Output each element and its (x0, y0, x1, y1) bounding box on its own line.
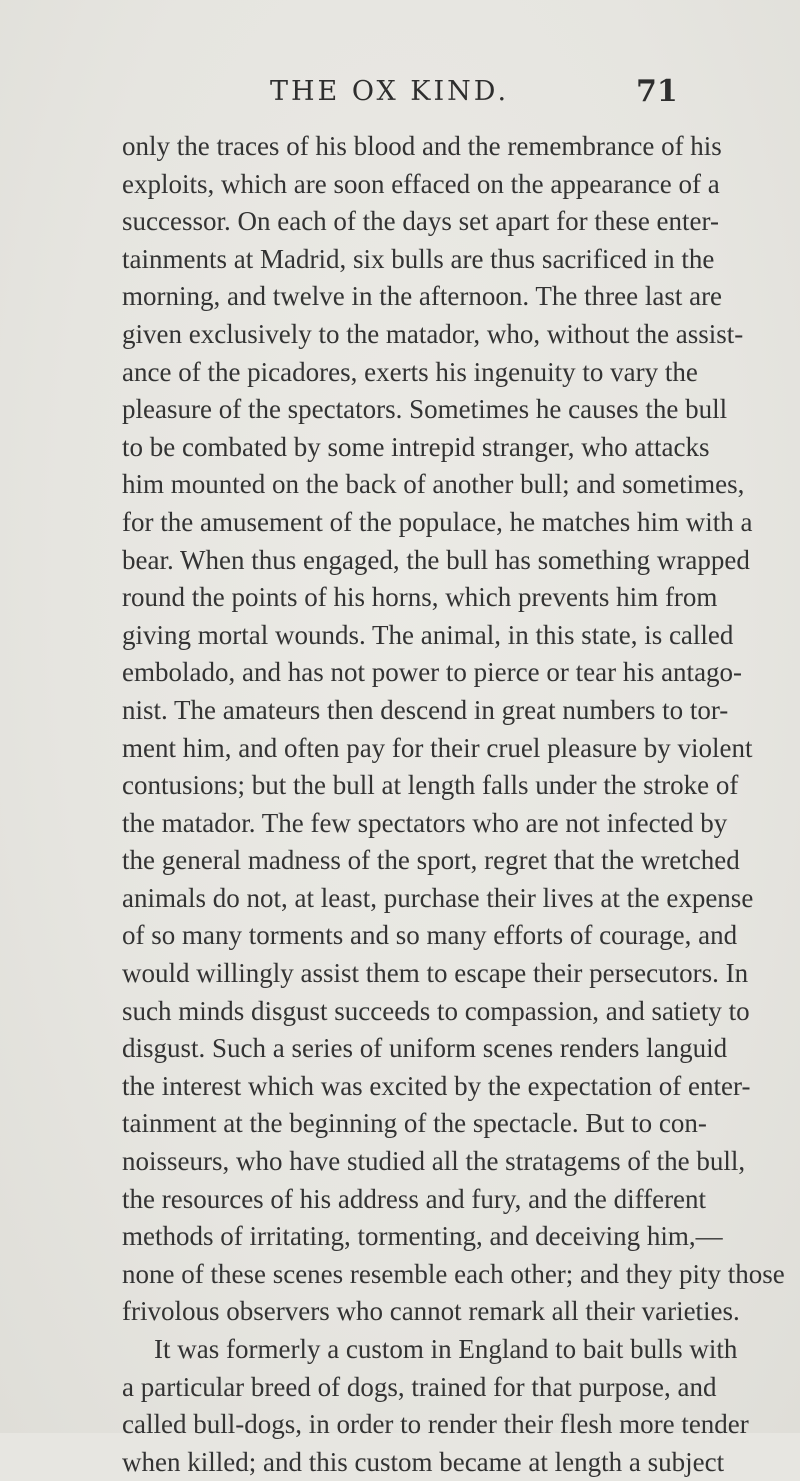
paragraph-1 (122, 128, 785, 1331)
text-line: successor. On each of the days set apart for these enter- (122, 206, 719, 237)
text-line: such minds disgust succeeds to compassion, and satiety to (122, 995, 750, 1026)
text-line: noisseurs, who have studied all the stratagems of the bull, (122, 1146, 746, 1177)
page-number: 71 (636, 74, 678, 109)
text-line: ment him, and often pay for their cruel pleasure by violent (122, 732, 753, 763)
text-line: pleasure of the spectators. Sometimes he causes the bull (122, 394, 728, 425)
text-line: round the points of his horns, which prevents him from (122, 582, 718, 613)
text-line: giving mortal wounds. The animal, in this state, is called (122, 619, 734, 650)
text-line: It was formerly a custom in England to bait bulls with (154, 1334, 738, 1364)
text-line: nist. The amateurs then descend in great numbers to tor- (122, 694, 729, 725)
text-line: the general madness of the sport, regret that the wretched (122, 845, 740, 876)
text-line: the interest which was excited by the expectation of enter- (122, 1070, 751, 1101)
text-line: exploits, which are soon effaced on the appearance of a (122, 168, 720, 199)
text-line: methods of irritating, tormenting, and deceiving him,— (122, 1221, 723, 1252)
text-line: given exclusively to the matador, who, without the assist- (122, 318, 744, 349)
running-header (0, 74, 800, 114)
text-line: animals do not, at least, purchase their lives at the expense (122, 882, 754, 913)
text-line: contusions; but the bull at length falls under the stroke of (122, 770, 739, 801)
text-line: tainment at the beginning of the spectacle. But to con- (122, 1108, 707, 1139)
paragraph-2 (122, 1331, 749, 1481)
text-line: of so many torments and so many efforts of courage, and (122, 920, 738, 951)
text-line: to be combated by some intrepid stranger, who attacks (122, 431, 710, 462)
text-line: none of these scenes resemble each other; and they pity those (122, 1258, 785, 1289)
running-title: THE OX KIND. (270, 76, 510, 107)
text-line: the resources of his address and fury, and the different (122, 1183, 707, 1214)
text-line: when killed; and this custom became at length a subject (122, 1446, 725, 1477)
text-line: him mounted on the back of another bull; and sometimes, (122, 469, 745, 500)
text-line: would willingly assist them to escape their persecutors. In (122, 958, 749, 989)
text-line: embolado, and has not power to pierce or tear his antago- (122, 657, 743, 688)
text-line: called bull-dogs, in order to render their flesh more tender (122, 1409, 749, 1440)
text-line: the matador. The few spectators who are not infected by (122, 807, 728, 838)
text-line: disgust. Such a series of uniform scenes renders languid (122, 1033, 728, 1064)
text-line: frivolous observers who cannot remark all their varieties. (122, 1296, 740, 1327)
text-line: for the amusement of the populace, he matches him with a (122, 506, 753, 537)
text-line: ance of the picadores, exerts his ingenuity to vary the (122, 356, 698, 387)
text-line: a particular breed of dogs, trained for that purpose, and (122, 1371, 717, 1402)
text-line: only the traces of his blood and the remembrance of his (122, 131, 722, 161)
text-line: tainments at Madrid, six bulls are thus sacrificed in the (122, 243, 715, 274)
body-text (122, 128, 785, 1481)
text-line: morning, and twelve in the afternoon. The three last are (122, 281, 723, 312)
text-line: bear. When thus engaged, the bull has something wrapped (122, 544, 750, 575)
